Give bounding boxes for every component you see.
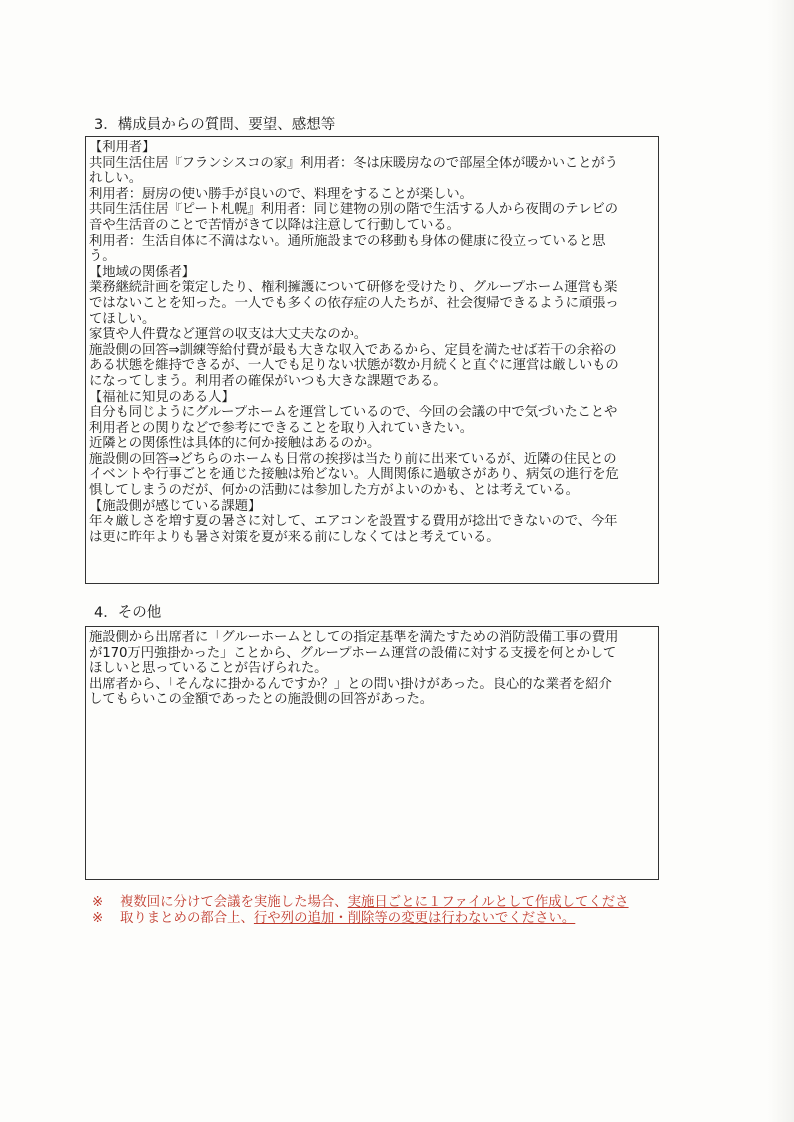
text-line: 出席者から、「そんなに掛かるんですか？」との問い掛けがあった。良心的な業者を紹介 <box>89 676 612 692</box>
footnote-text: 取りまとめの都合上、 <box>120 911 254 926</box>
scan-edge-shadow <box>768 0 794 1122</box>
section4-heading: 4．その他 <box>94 605 162 621</box>
text-line: ではないことを知った。一人でも多くの依存症の人たちが、社会復帰できるように頑張っ <box>89 295 619 311</box>
text-line: は更に昨年よりも暑さ対策を夏が来る前にしなくてはと考えている。 <box>89 529 500 545</box>
reference-mark: ※ <box>92 911 104 926</box>
section3-heading: 3．構成員からの質問、要望、感想等 <box>94 117 336 133</box>
footnote-text: 複数回に分けて会議を実施した場合、 <box>120 895 348 910</box>
text-line: 家賃や人件費など運営の収支は大丈夫なのか。 <box>89 327 368 343</box>
text-line: が170万円強掛かった」ことから、グループホーム運営の設備に対する支援を何とかして <box>89 645 617 661</box>
text-line: れしい。 <box>89 171 142 187</box>
text-line: してもらいこの金額であったとの施設側の回答があった。 <box>89 692 433 708</box>
footnote-underlined-text: 実施日ごとに１ファイルとして作成してくださ <box>347 895 629 910</box>
text-line: う。 <box>89 249 116 265</box>
text-line: 近隣との関係性は具体的に何か接触はあるのか。 <box>89 436 381 452</box>
text-line: 業務継続計画を策定したり、権利擁護について研修を受けたり、グループホーム運営も楽 <box>89 280 618 296</box>
reference-mark: ※ <box>92 895 104 910</box>
text-line: 施設側の回答⇒訓練等給付費が最も大きな収入であるから、定員を満たせば若干の余裕の <box>89 342 617 358</box>
text-line: 施設側から出席者に「グルーホームとしての指定基準を満たすための消防設備工事の費用 <box>89 630 619 645</box>
text-line: 惧してしまうのだが、何かの活動には参加した方がよいのかも、とは考えている。 <box>89 483 579 499</box>
text-line: 【利用者】 <box>89 140 156 155</box>
footnotes <box>92 895 629 927</box>
footnote <box>92 911 629 927</box>
text-line: 利用者：厨房の使い勝手が良いので、料理をすることが楽しい。 <box>89 186 473 202</box>
footnote <box>92 895 629 911</box>
text-line: 音や生活音のことで苦情がきて以降は注意して行動している。 <box>89 217 460 233</box>
text-line: 【施設側が感じている課題】 <box>89 498 262 514</box>
text-line: イベントや行事ごとを通じた接触は殆どない。人間関係に過敏さがあり、病気の進行を危 <box>89 467 619 483</box>
text-line: 【福祉に知見のある人】 <box>89 389 235 405</box>
text-line: 【地域の関係者】 <box>89 264 195 280</box>
text-line: 年々厳しさを増す夏の暑さに対して、エアコンを設置する費用が捻出できないので、今年 <box>89 514 618 530</box>
text-line: 共同生活住居『フランシスコの家』利用者：冬は床暖房なので部屋全体が暖かいことがう <box>89 155 618 171</box>
text-line: 利用者との関りなどで参考にできることを取り入れていきたい。 <box>89 420 473 436</box>
footnote-underlined-text: 行や列の追加・削除等の変更は行わないでください。 <box>253 911 576 926</box>
section4-box <box>85 626 659 880</box>
text-line: になってしまう。利用者の確保がいつも大きな課題である。 <box>89 373 447 389</box>
text-line: ある状態を維持できるが、一人でも足りない状態が数か月続くと直ぐに運営は厳しいもの <box>89 358 619 374</box>
text-line: 利用者：生活自体に不満はない。通所施設までの移動も身体の健康に役立っていると思 <box>89 233 606 249</box>
text-line: 自分も同じようにグループホームを運営しているので、今回の会議の中で気づいたことや <box>89 405 618 421</box>
text-line: 共同生活住居『ピート札幌』利用者：同じ建物の別の階で生活する人から夜間のテレビの <box>89 202 618 218</box>
section3-box <box>85 136 659 584</box>
text-line: ほしいと思っていることが告げられた。 <box>89 661 328 677</box>
text-line: 施設側の回答⇒どちらのホームも日常の挨拶は当たり前に出来ているが、近隣の住民との <box>89 451 617 467</box>
text-line: てほしい。 <box>89 311 156 327</box>
